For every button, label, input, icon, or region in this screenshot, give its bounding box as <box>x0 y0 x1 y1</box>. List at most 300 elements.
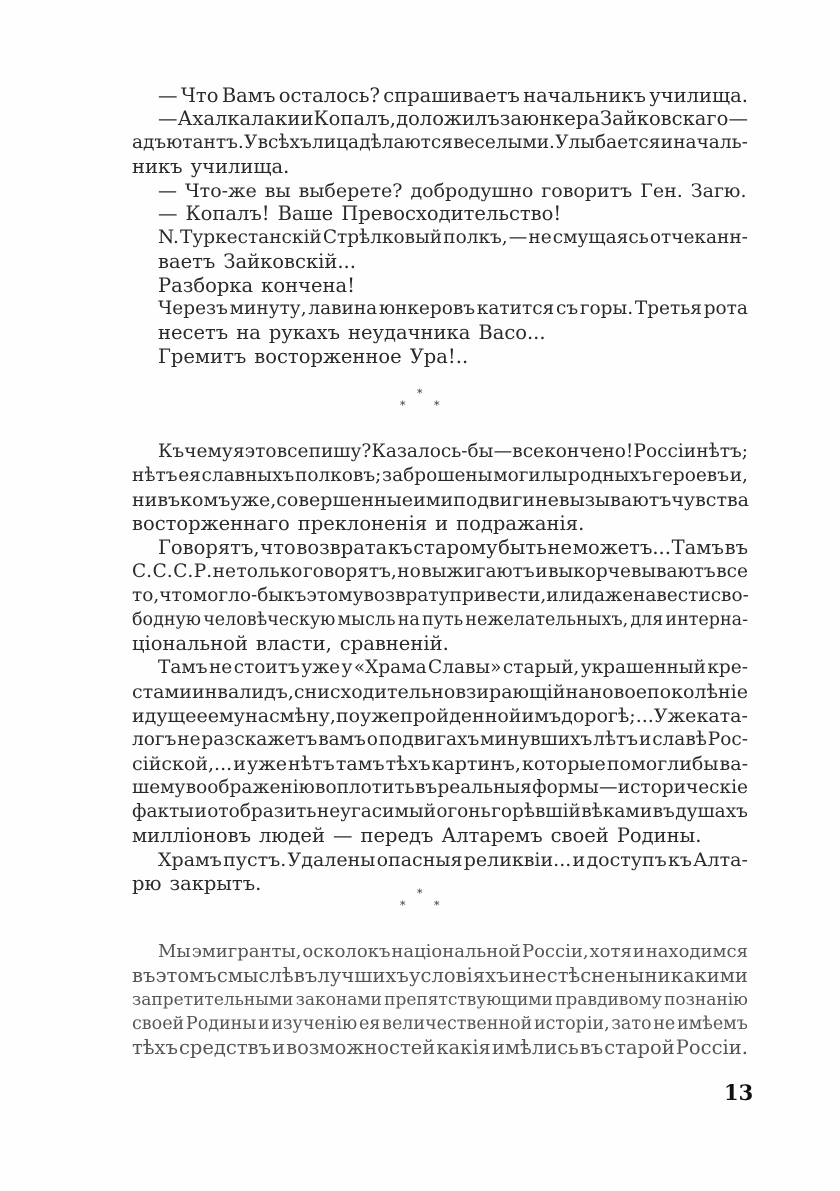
word: Улыбается <box>555 132 661 153</box>
word: Туркестанскій <box>180 227 322 248</box>
word: горы. <box>579 298 634 319</box>
word: лучшихъ <box>317 964 409 987</box>
text-line <box>132 608 748 632</box>
word: даже <box>582 585 634 606</box>
word: взирающій <box>455 681 566 703</box>
word: только <box>236 561 303 582</box>
word: С. <box>152 561 173 582</box>
word: на <box>565 681 590 703</box>
word: добродушно <box>410 180 534 202</box>
word: пустъ. <box>223 849 287 871</box>
word: логъ <box>132 729 177 750</box>
word: нѣтъ <box>288 753 335 775</box>
word: Копалъ, <box>313 107 396 130</box>
text-line <box>158 297 748 321</box>
word: подвигахъ <box>378 729 480 750</box>
word: и <box>300 107 314 130</box>
word: Родины <box>185 1014 257 1034</box>
word: Ура!.. <box>409 345 469 368</box>
word: ни <box>132 489 158 511</box>
word: передъ <box>360 824 434 847</box>
page-number: 13 <box>724 1080 754 1105</box>
word: нежелательныхъ, <box>465 610 629 630</box>
word: героевъ <box>652 465 729 486</box>
word: которые <box>521 753 606 775</box>
word: и <box>508 964 522 987</box>
word: подвиги <box>453 489 535 511</box>
word: поколѣніе <box>647 681 748 703</box>
word: на <box>245 705 270 727</box>
word: Ахалкалаки <box>177 107 301 130</box>
star-mark: * <box>434 399 440 412</box>
word: зато <box>611 1014 652 1034</box>
word: отчеканн- <box>649 227 748 248</box>
word: Загю. <box>690 180 747 202</box>
word: У <box>244 132 258 153</box>
word: пройденной <box>400 705 522 727</box>
word: N. <box>158 227 179 248</box>
text-line <box>132 1036 748 1060</box>
word: условіяхъ <box>409 964 509 987</box>
word: восторженнаго <box>132 512 290 535</box>
star-mark: * <box>400 899 406 912</box>
word: славныхъ <box>201 465 295 486</box>
word: ката- <box>696 705 748 727</box>
word: хотя <box>589 941 632 962</box>
text-line <box>132 704 748 728</box>
text-line <box>158 107 748 131</box>
word: и, <box>729 465 748 486</box>
word: старый, <box>502 657 580 678</box>
word: въ <box>132 964 156 987</box>
word: — <box>508 227 528 248</box>
word: кре- <box>707 657 748 678</box>
text-line <box>132 155 722 179</box>
word: ими <box>413 489 454 511</box>
star-mark: * <box>417 387 423 400</box>
word: несетъ <box>158 321 229 344</box>
word: находимся <box>645 941 748 962</box>
word: по <box>335 705 361 727</box>
word: никъ <box>132 155 183 178</box>
word: сравненій. <box>339 632 449 655</box>
text-line <box>132 512 722 536</box>
word: смущаясь <box>552 227 649 248</box>
word: кончено! <box>544 441 634 462</box>
word: тамъ <box>335 753 385 775</box>
word: могилы <box>493 465 568 486</box>
word: полковъ; <box>295 465 382 486</box>
word: не <box>534 489 559 511</box>
word: Говорятъ, <box>158 536 260 559</box>
word: и <box>632 941 645 962</box>
word: Ген. <box>640 180 683 202</box>
word: старой <box>604 1036 675 1059</box>
word: правдивому <box>555 990 662 1010</box>
word: факты <box>132 801 195 822</box>
text-line <box>158 656 748 680</box>
word: юнкера <box>522 107 600 130</box>
word: юнкеровъ <box>378 298 476 319</box>
text-line <box>132 488 748 512</box>
word: доложилъ <box>396 107 500 130</box>
word: ва- <box>719 753 748 775</box>
word: разскажетъ <box>201 729 318 750</box>
text-line <box>158 345 748 369</box>
word: снисходительно <box>293 681 456 703</box>
text-line <box>132 752 748 776</box>
word: картинъ, <box>431 753 521 775</box>
word: неудачника <box>348 321 471 344</box>
word: веселыми. <box>453 132 555 153</box>
text-line <box>132 632 722 656</box>
word: или <box>546 585 583 606</box>
word: лѣтъ <box>593 729 639 750</box>
word: вызываютъ <box>558 489 672 511</box>
word: и <box>572 849 586 871</box>
word: подражанія. <box>456 512 585 535</box>
text-line <box>158 321 748 345</box>
word: не <box>208 657 233 678</box>
word: минувшихъ <box>480 729 593 750</box>
word: не <box>177 729 201 750</box>
word: Уже <box>653 705 697 727</box>
word: смѣну, <box>269 705 336 727</box>
word: чему <box>184 441 233 462</box>
word: Что-же <box>185 180 257 202</box>
word: ея <box>178 465 201 486</box>
word: ни <box>644 964 671 987</box>
text-line <box>132 131 748 155</box>
word: славѣ <box>652 729 707 750</box>
word: Россіи. <box>675 1036 748 1059</box>
word: людей <box>259 824 325 847</box>
word: изученію <box>271 1014 358 1034</box>
word: рю <box>132 872 162 895</box>
word: что <box>260 536 296 559</box>
word: въ <box>652 801 675 822</box>
word: о <box>366 729 378 750</box>
word: и <box>535 561 548 582</box>
section-divider-stars <box>390 387 450 413</box>
word: возврата <box>296 536 388 559</box>
word: Р. <box>193 561 213 582</box>
word: старому <box>413 536 498 559</box>
word: — <box>158 107 178 130</box>
word: тѣхъ <box>385 753 431 775</box>
word: говорятъ, <box>302 561 397 582</box>
word: лица <box>312 132 360 153</box>
word: я <box>232 441 245 462</box>
text-line <box>132 560 748 584</box>
word: могло-бы <box>192 585 284 606</box>
word: этому <box>306 585 364 606</box>
word: на <box>236 321 261 344</box>
word: минуту, <box>229 298 307 319</box>
word: національной <box>391 941 522 962</box>
text-line <box>132 964 748 988</box>
word: Храмъ <box>158 849 222 871</box>
word: рукахъ <box>268 321 341 344</box>
text-line <box>132 1012 748 1036</box>
word: милліоновъ <box>132 824 252 847</box>
word: осколокъ <box>302 941 391 962</box>
word: имѣлись <box>491 1036 579 1059</box>
word: восторженное <box>254 345 402 368</box>
word: Удалены <box>287 849 376 871</box>
word: не <box>212 561 236 582</box>
text-line <box>158 179 748 203</box>
word: не <box>528 227 552 248</box>
word: воплотить <box>315 777 415 798</box>
word: неугасимый <box>316 801 436 822</box>
word: навести <box>633 585 711 606</box>
word: вѣками <box>581 801 653 822</box>
word: Тамъ <box>158 657 208 678</box>
word: Алта- <box>693 849 748 871</box>
word: бодную <box>132 610 202 630</box>
word: — <box>493 441 513 462</box>
word: нѣтъ; <box>696 441 748 462</box>
word: то, <box>132 585 160 606</box>
word: съ <box>555 298 579 319</box>
word: тѣхъ <box>132 1036 178 1059</box>
word: идущее <box>132 705 208 727</box>
word: своей <box>132 1014 185 1034</box>
word: преклоненія <box>297 512 428 535</box>
word: пишу? <box>308 441 372 462</box>
word: — <box>158 202 178 225</box>
word: душахъ <box>675 801 748 822</box>
word: имъ <box>521 705 562 727</box>
word: все <box>512 441 545 462</box>
word: къ <box>387 536 413 559</box>
word: закрытъ. <box>169 872 262 895</box>
text-line <box>132 776 748 800</box>
word: привести, <box>449 585 547 606</box>
word: кончена! <box>261 274 355 297</box>
text-line <box>132 988 748 1012</box>
word: въ <box>157 489 181 511</box>
section-divider-stars <box>390 887 450 913</box>
text-line <box>158 440 748 464</box>
word: говоритъ <box>541 180 633 202</box>
word: средствъ <box>178 1036 272 1059</box>
word: — <box>158 180 177 202</box>
text-line <box>158 226 748 250</box>
text-line <box>158 274 748 298</box>
word: мысль <box>337 610 396 630</box>
text-line <box>132 728 748 752</box>
word: Разборка <box>158 274 254 297</box>
word: сво- <box>710 585 749 606</box>
word: опасныя <box>376 849 463 871</box>
word: Ваше <box>277 202 334 225</box>
word: — <box>158 84 178 107</box>
word: осталось? <box>278 84 380 107</box>
word: сійской,... <box>132 753 233 775</box>
word: вамъ <box>318 729 366 750</box>
word: и <box>272 1036 286 1059</box>
word: можетъ... <box>572 536 671 559</box>
text-line <box>132 824 722 848</box>
word: — <box>332 824 353 847</box>
word: и <box>638 729 652 750</box>
word: власти, <box>255 632 332 655</box>
word: къ <box>283 585 307 606</box>
word: заброшены <box>382 465 493 486</box>
word: уже <box>301 657 341 678</box>
word: лавина <box>308 298 378 319</box>
text-line <box>158 536 748 560</box>
word: Превосходительство! <box>341 202 562 225</box>
word: величественной <box>382 1014 533 1034</box>
word: и <box>435 512 449 535</box>
word: и <box>257 1014 270 1034</box>
word: исторіи, <box>533 1014 610 1034</box>
word: Къ <box>158 441 185 462</box>
word: инвалидъ, <box>191 681 294 703</box>
word: въ <box>293 964 318 987</box>
word: ему <box>207 705 245 727</box>
word: дѣлаются <box>359 132 453 153</box>
word: Родины. <box>616 824 702 847</box>
word: все <box>276 441 309 462</box>
word: — <box>598 777 618 798</box>
word: и <box>233 753 246 775</box>
word: ея <box>358 1014 381 1034</box>
word: но <box>397 561 421 582</box>
word: возврату <box>363 585 450 606</box>
word: что <box>159 585 193 606</box>
word: для <box>630 610 664 630</box>
word: Россіи, <box>521 941 589 962</box>
word: училища. <box>190 155 290 178</box>
word: какія <box>436 1036 491 1059</box>
word: помоглибы <box>606 753 719 775</box>
text-line <box>132 584 748 608</box>
word: формы <box>532 777 599 798</box>
word: стами <box>132 681 192 703</box>
word: выкорчевываютъ <box>548 561 716 582</box>
word: родныхъ <box>567 465 652 486</box>
word: уже, <box>230 489 277 511</box>
word: совершенные <box>276 489 414 511</box>
word: — <box>728 107 748 130</box>
word: отобразить <box>207 801 317 822</box>
word: эмигранты, <box>191 941 302 962</box>
word: смыслѣ <box>216 964 294 987</box>
word: этомъ <box>155 964 217 987</box>
word: шему <box>132 777 186 798</box>
word: огонь <box>436 801 491 822</box>
word: Славы» <box>428 657 502 678</box>
word: Вамъ <box>221 84 276 107</box>
text-line <box>158 940 748 964</box>
text-line <box>158 202 748 226</box>
word: всѣхъ <box>257 132 312 153</box>
text-line <box>132 800 748 824</box>
word: за <box>499 107 523 130</box>
word: «Храма <box>353 657 427 678</box>
word: Гремитъ <box>158 345 247 368</box>
text-line <box>158 250 748 274</box>
word: путь <box>421 610 464 630</box>
word: какими <box>670 964 748 987</box>
word: вы <box>264 180 291 202</box>
word: препятствующими <box>384 990 553 1010</box>
word: быть <box>498 536 547 559</box>
word: начальникъ <box>523 84 646 107</box>
word: уже <box>247 753 287 775</box>
text-line <box>132 680 748 704</box>
word: рота <box>703 298 748 319</box>
word: Зайковскаго <box>599 107 729 130</box>
word: интерна- <box>665 610 748 630</box>
word: возможностей <box>286 1036 436 1059</box>
word: реальныя <box>437 777 532 798</box>
word: не <box>547 536 573 559</box>
word: уже <box>360 705 401 727</box>
word: ціональной <box>132 632 248 655</box>
word: и <box>660 132 673 153</box>
word: запретительными <box>132 990 294 1010</box>
word: законами <box>295 990 382 1010</box>
word: дорогѣ;... <box>561 705 654 727</box>
word: Третья <box>634 298 702 319</box>
word: стѣснены <box>546 964 645 987</box>
word: Казалось-бы <box>371 441 494 462</box>
word: не <box>522 964 547 987</box>
word: стоитъ <box>233 657 300 678</box>
text-line <box>158 848 748 872</box>
star-mark: * <box>400 399 406 412</box>
word: у <box>341 657 353 678</box>
word: Россіи <box>633 441 697 462</box>
word: доступъ <box>586 849 667 871</box>
word: новое <box>589 681 647 703</box>
word: С. <box>173 561 194 582</box>
word: выберете? <box>298 180 403 202</box>
word: все <box>716 561 748 582</box>
word: чувства <box>671 489 749 511</box>
word: въ <box>579 1036 604 1059</box>
word: въ <box>414 777 438 798</box>
word: Зайковскій... <box>223 250 356 273</box>
word: познанію <box>664 990 748 1010</box>
star-mark: * <box>434 899 440 912</box>
word: полкъ, <box>443 227 508 248</box>
word: Алтаремъ <box>441 824 543 847</box>
word: историческіе <box>617 777 748 798</box>
word: Стрѣлковый <box>322 227 443 248</box>
word: въ <box>724 536 748 559</box>
word: и <box>194 801 207 822</box>
word: къ <box>667 849 692 871</box>
word: реликвіи... <box>463 849 572 871</box>
word: Что <box>180 84 219 107</box>
word: на <box>397 610 420 630</box>
word: не <box>653 1014 676 1034</box>
word: спрашиваетъ <box>383 84 520 107</box>
word: Мы <box>158 941 191 962</box>
word: выжигаютъ <box>421 561 535 582</box>
word: это <box>244 441 277 462</box>
word: катится <box>476 298 555 319</box>
word: воображенію <box>185 777 315 798</box>
word: горѣвшій <box>491 801 581 822</box>
word: Тамъ <box>671 536 724 559</box>
